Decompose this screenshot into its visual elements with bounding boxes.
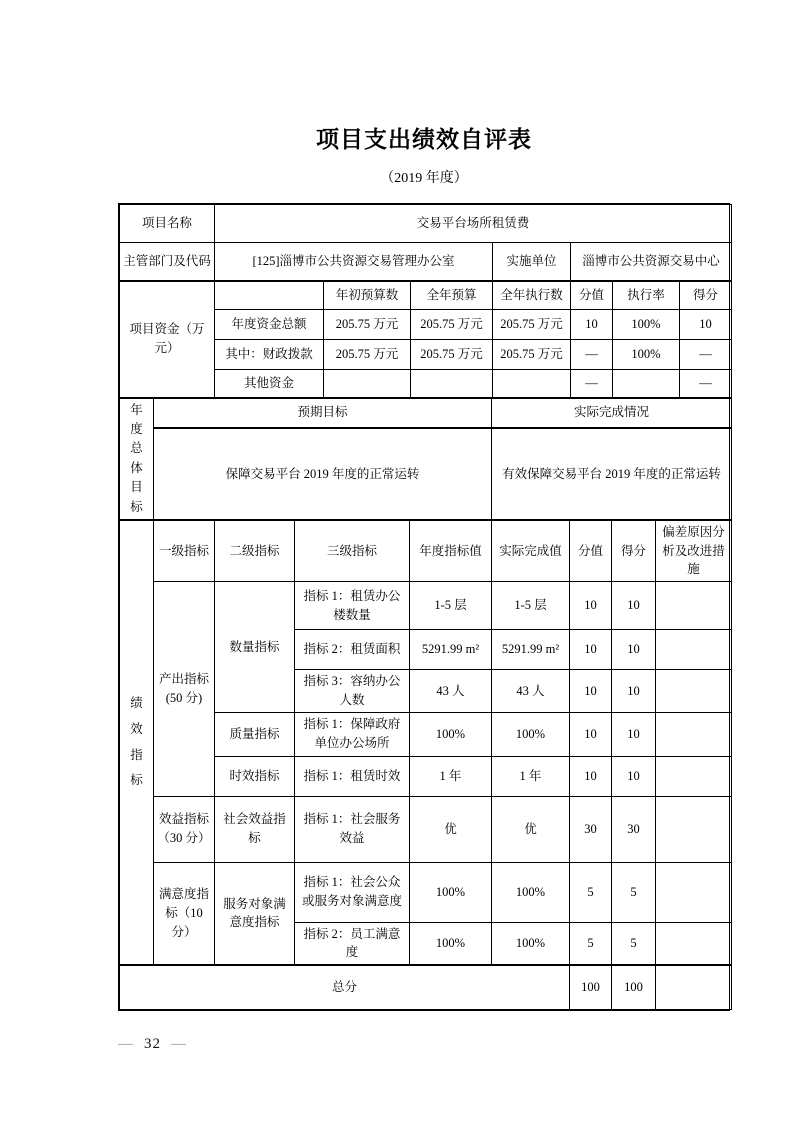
funding-cell: 205.75 万元: [411, 339, 493, 369]
funding-cell: [411, 369, 493, 397]
indicator-score-value: 5: [570, 862, 612, 922]
table-row: [120, 281, 732, 309]
indicator-score-value: 10: [570, 756, 612, 796]
dept-value: [125]淄博市公共资源交易管理办公室: [215, 242, 493, 280]
table-row: [120, 965, 732, 1009]
indicator-score: 10: [612, 756, 656, 796]
indicator-actual: 5291.99 m²: [492, 630, 570, 670]
level2-timeliness: 时效指标: [215, 756, 295, 796]
funding-cell: —: [680, 339, 732, 369]
deviation-cell: [656, 922, 732, 965]
table-row: [120, 398, 732, 428]
funding-cell: 205.75 万元: [493, 339, 571, 369]
table-row: [120, 204, 732, 242]
indicator-score: 5: [612, 922, 656, 965]
funding-row-name: 年度资金总额: [215, 309, 324, 339]
indicator-target: 5291.99 m²: [410, 630, 492, 670]
document-content: [118, 0, 730, 1011]
actual-goal-header: 实际完成情况: [492, 398, 732, 428]
page-title: 项目支出绩效自评表: [316, 127, 532, 152]
table-row: [120, 242, 732, 280]
indicator-score-value: 5: [570, 922, 612, 965]
funding-cell: 10: [571, 309, 613, 339]
funding-cell: —: [571, 369, 613, 397]
funding-cell: —: [680, 369, 732, 397]
funding-header-score: 得分: [680, 281, 732, 309]
level2-quantity: 数量指标: [215, 582, 295, 713]
header-target: 年度指标值: [410, 520, 492, 581]
funding-header-annual: 全年预算: [411, 281, 493, 309]
table-row: [120, 796, 732, 862]
funding-header-score-value: 分值: [571, 281, 613, 309]
header-deviation: 偏差原因分析及改进措施: [656, 520, 732, 581]
project-name-value: 交易平台场所租赁费: [215, 204, 732, 242]
level1-satisfaction: 满意度指标（10 分）: [154, 862, 215, 965]
expected-goal-header: 预期目标: [154, 398, 492, 428]
funding-label: 项目资金（万元）: [120, 281, 215, 397]
header-score-value: 分值: [570, 520, 612, 581]
deviation-cell: [656, 630, 732, 670]
deviation-cell: [656, 712, 732, 756]
indicator-score: 10: [612, 670, 656, 713]
performance-label-text: 绩效指标: [130, 696, 143, 788]
funding-cell: [493, 369, 571, 397]
actual-goal-value: 有效保障交易平台 2019 年度的正常运转: [492, 428, 732, 519]
table-row: [120, 428, 732, 519]
page-number: 32: [144, 1036, 161, 1052]
header-level2: 二级指标: [215, 520, 295, 581]
annual-goal-table: [119, 398, 732, 520]
indicator-name: 指标 1：社会服务效益: [295, 796, 410, 862]
footer-dash-left: —: [118, 1036, 134, 1052]
funding-cell: 205.75 万元: [411, 309, 493, 339]
indicator-score: 10: [612, 582, 656, 630]
indicator-target: 100%: [410, 712, 492, 756]
level2-service-satisfaction: 服务对象满意度指标: [215, 862, 295, 965]
funding-cell: [613, 369, 680, 397]
performance-label: [120, 520, 154, 965]
indicator-actual: 1 年: [492, 756, 570, 796]
indicator-score-value: 10: [570, 670, 612, 713]
deviation-cell: [656, 796, 732, 862]
funding-cell: 100%: [613, 309, 680, 339]
total-score: 100: [612, 965, 656, 1009]
funding-header-initial: 年初预算数: [324, 281, 411, 309]
funding-header-rate: 执行率: [613, 281, 680, 309]
indicator-score: 30: [612, 796, 656, 862]
deviation-cell: [656, 965, 732, 1009]
indicator-score-value: 10: [570, 582, 612, 630]
total-score-label: 总分: [120, 965, 570, 1009]
header-level1: 一级指标: [154, 520, 215, 581]
indicator-score-value: 30: [570, 796, 612, 862]
annual-goal-label: [120, 398, 154, 519]
performance-table: [119, 520, 732, 1010]
footer-dash-right: —: [171, 1036, 187, 1052]
evaluation-table: [118, 203, 730, 1011]
header-score: 得分: [612, 520, 656, 581]
impl-unit-label: 实施单位: [493, 242, 571, 280]
project-name-label: 项目名称: [120, 204, 215, 242]
indicator-target: 100%: [410, 862, 492, 922]
funding-cell: 205.75 万元: [324, 309, 411, 339]
level2-quality: 质量指标: [215, 712, 295, 756]
funding-cell: [324, 369, 411, 397]
dept-label: 主管部门及代码: [120, 242, 215, 280]
page-footer: [118, 1036, 187, 1053]
indicator-name: 指标 1：租赁时效: [295, 756, 410, 796]
funding-cell: 100%: [613, 339, 680, 369]
project-info-table: [119, 204, 732, 281]
indicator-name: 指标 2：租赁面积: [295, 630, 410, 670]
total-score-value: 100: [570, 965, 612, 1009]
funding-cell: 205.75 万元: [324, 339, 411, 369]
indicator-target: 100%: [410, 922, 492, 965]
indicator-score-value: 10: [570, 712, 612, 756]
expected-goal-value: 保障交易平台 2019 年度的正常运转: [154, 428, 492, 519]
funding-row-name: 其他资金: [215, 369, 324, 397]
indicator-name: 指标 1：保障政府单位办公场所: [295, 712, 410, 756]
header-actual: 实际完成值: [492, 520, 570, 581]
indicator-actual: 100%: [492, 712, 570, 756]
indicator-target: 优: [410, 796, 492, 862]
header-level3: 三级指标: [295, 520, 410, 581]
indicator-actual: 100%: [492, 862, 570, 922]
indicator-name: 指标 1：租赁办公楼数量: [295, 582, 410, 630]
funding-row-name: 其中：财政拨款: [215, 339, 324, 369]
indicator-target: 1 年: [410, 756, 492, 796]
level2-social-benefit: 社会效益指标: [215, 796, 295, 862]
deviation-cell: [656, 582, 732, 630]
impl-unit-value: 淄博市公共资源交易中心: [571, 242, 732, 280]
indicator-actual: 优: [492, 796, 570, 862]
indicator-name: 指标 2：员工满意度: [295, 922, 410, 965]
deviation-cell: [656, 756, 732, 796]
indicator-name: 指标 3：容纳办公人数: [295, 670, 410, 713]
level1-benefit: 效益指标（30 分）: [154, 796, 215, 862]
funding-cell: 10: [680, 309, 732, 339]
indicator-target: 1-5 层: [410, 582, 492, 630]
deviation-cell: [656, 862, 732, 922]
indicator-actual: 1-5 层: [492, 582, 570, 630]
page-subtitle: （2019 年度）: [380, 171, 468, 187]
funding-table: [119, 281, 732, 398]
indicator-score: 10: [612, 712, 656, 756]
funding-cell: —: [571, 339, 613, 369]
funding-cell: 205.75 万元: [493, 309, 571, 339]
table-row: [120, 862, 732, 922]
indicator-actual: 43 人: [492, 670, 570, 713]
deviation-cell: [656, 670, 732, 713]
table-row: [120, 582, 732, 630]
annual-goal-label-text: 年度总体目标: [130, 402, 143, 514]
level1-output: 产出指标 (50 分): [154, 582, 215, 797]
indicator-actual: 100%: [492, 922, 570, 965]
indicator-score-value: 10: [570, 630, 612, 670]
indicator-score: 10: [612, 630, 656, 670]
table-row: [120, 520, 732, 581]
indicator-name: 指标 1：社会公众或服务对象满意度: [295, 862, 410, 922]
empty-cell: [215, 281, 324, 309]
indicator-target: 43 人: [410, 670, 492, 713]
funding-header-executed: 全年执行数: [493, 281, 571, 309]
indicator-score: 5: [612, 862, 656, 922]
